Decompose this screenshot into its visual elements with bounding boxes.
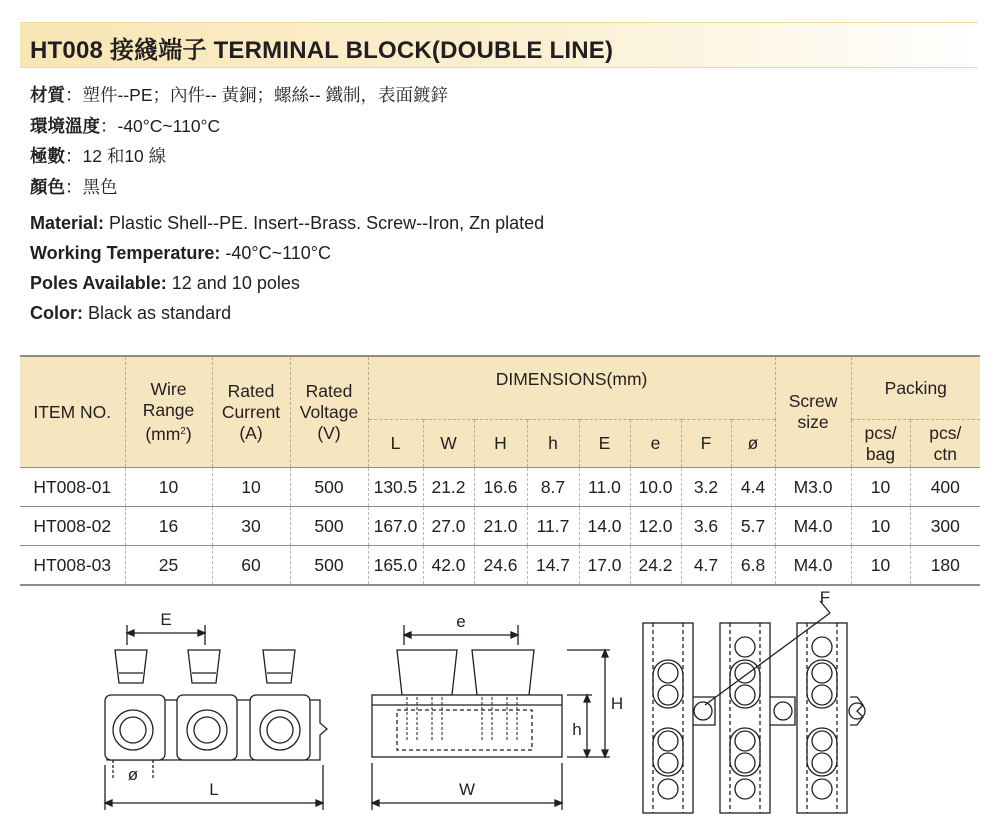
spec-value: 塑件--PE；內件-- 黃銅；螺絲-- 鐵制，表面鍍鋅 [82, 85, 449, 105]
spec-value: -40°C~110°C [225, 243, 332, 263]
table-cell: 25 [125, 546, 212, 586]
header-dim-E: E [579, 420, 630, 468]
header-rated-current [212, 356, 290, 468]
pole-column-2 [720, 623, 770, 813]
label-h: h [572, 720, 582, 739]
header-text: ctn [933, 443, 957, 464]
spec-sep: ： [65, 146, 83, 166]
spec-label: 環境溫度 [30, 115, 100, 136]
table-cell: 10 [851, 468, 910, 507]
table-cell: 10.0 [630, 468, 681, 507]
spec-zh-line [30, 80, 448, 111]
table-cell: 12.0 [630, 507, 681, 546]
spec-chinese [30, 80, 448, 202]
spec-label: Material: [30, 213, 105, 233]
table-cell: 8.7 [527, 468, 579, 507]
table-cell: 6.8 [731, 546, 775, 586]
table-cell: M3.0 [775, 468, 851, 507]
spec-value: Plastic Shell--PE. Insert--Brass. Screw--Iron, Zn plated [109, 213, 545, 233]
table-cell: 4.7 [681, 546, 731, 586]
spec-zh-line [30, 141, 448, 172]
spec-value: Black as standard [88, 303, 232, 323]
table-cell: 16.6 [474, 468, 527, 507]
table-cell: 130.5 [368, 468, 423, 507]
header-dim-F: F [681, 420, 731, 468]
table-cell: 24.6 [474, 546, 527, 586]
screw-head-pair [397, 650, 457, 695]
header-text: Rated [305, 380, 353, 401]
header-text: pcs/ [929, 422, 962, 443]
table-cell: 500 [290, 507, 368, 546]
table-cell: 24.2 [630, 546, 681, 586]
header-text: Current [221, 401, 281, 422]
label-e: e [456, 612, 466, 631]
spec-en-line [30, 268, 544, 298]
spec-en-line [30, 238, 544, 268]
item-no-cell: HT008-02 [20, 507, 125, 546]
table-cell: 14.7 [527, 546, 579, 586]
table-cell: 21.0 [474, 507, 527, 546]
spec-zh-line [30, 172, 448, 203]
pole-column-3 [797, 623, 847, 813]
table-cell: 4.4 [731, 468, 775, 507]
table-cell: 11.0 [579, 468, 630, 507]
table-cell: 5.7 [731, 507, 775, 546]
spec-value: 黑色 [82, 176, 118, 197]
table-cell: 11.7 [527, 507, 579, 546]
header-dim-H: H [474, 420, 527, 468]
header-dim-phi: ø [731, 420, 775, 468]
table-body [20, 468, 980, 586]
label-E: E [160, 610, 172, 629]
spec-label: Working Temperature: [30, 243, 221, 263]
spec-label: Color: [30, 303, 83, 323]
label-W: W [458, 780, 476, 799]
table-row [20, 468, 980, 507]
label-phi: ø [127, 765, 139, 784]
header-dim-L: L [368, 420, 423, 468]
spec-en-line [30, 208, 544, 238]
label-H: H [610, 694, 624, 713]
header-item-no: ITEM NO. [20, 356, 125, 468]
table-cell: 180 [910, 546, 980, 586]
header-text: bag [865, 443, 896, 464]
table-cell: 16 [125, 507, 212, 546]
table-cell: 10 [851, 507, 910, 546]
header-dimensions: DIMENSIONS(mm) [368, 356, 775, 420]
table-cell: 60 [212, 546, 290, 586]
header-text: Screw [788, 391, 838, 411]
table-cell: M4.0 [775, 546, 851, 586]
header-text: pcs/ [864, 422, 897, 443]
table-cell: 17.0 [579, 546, 630, 586]
spec-value: 12 and 10 poles [171, 273, 300, 293]
spec-label: 極數 [30, 146, 65, 166]
table-row [20, 546, 980, 586]
table-cell: 14.0 [579, 507, 630, 546]
table-row [20, 507, 980, 546]
header-dim-e: e [630, 420, 681, 468]
label-F: F [819, 588, 831, 607]
page-title: HT008 接綫端子 TERMINAL BLOCK(DOUBLE LINE) [30, 37, 614, 64]
header-screw-size [775, 356, 851, 468]
header-wire-range [125, 356, 212, 468]
table-cell: 167.0 [368, 507, 423, 546]
table-cell: 42.0 [423, 546, 474, 586]
header-dim-W: W [423, 420, 474, 468]
pole-column-1 [643, 623, 693, 813]
spec-sep: ： [100, 115, 118, 136]
table-cell: 300 [910, 507, 980, 546]
spec-value: 12 和10 線 [82, 146, 167, 166]
header-text: Voltage [299, 401, 359, 422]
spec-label: 材質 [30, 85, 65, 105]
header-text: ) [185, 424, 192, 444]
spec-label: 顏色 [30, 176, 65, 197]
screw-head-2 [188, 650, 220, 683]
table-cell: 30 [212, 507, 290, 546]
table-cell: 27.0 [423, 507, 474, 546]
screw-head-1 [115, 650, 147, 683]
header-text: Range [142, 400, 195, 420]
spec-table [20, 355, 980, 586]
table-cell: 500 [290, 546, 368, 586]
table-cell: 10 [125, 468, 212, 507]
header-text: (mm [145, 424, 181, 444]
table-cell: M4.0 [775, 507, 851, 546]
table-cell: 3.2 [681, 468, 731, 507]
item-no-cell: HT008-01 [20, 468, 125, 507]
header-text: Wire [150, 379, 187, 399]
header-pcs-bag [851, 420, 910, 468]
table-cell: 3.6 [681, 507, 731, 546]
top-view-diagram [635, 585, 870, 820]
spec-sep: ： [65, 85, 83, 105]
title-bar [20, 22, 978, 68]
spec-sep: ： [65, 176, 83, 197]
screw-head-3 [263, 650, 295, 683]
screw-head-pair [472, 650, 534, 695]
header-dim-h: h [527, 420, 579, 468]
header-text: size [797, 412, 829, 432]
header-text: (V) [317, 422, 341, 443]
table-cell: 500 [290, 468, 368, 507]
header-text: (A) [239, 422, 263, 443]
side-body [372, 695, 562, 757]
side-view-diagram [362, 605, 632, 820]
table-cell: 400 [910, 468, 980, 507]
table-cell: 10 [212, 468, 290, 507]
table-cell: 165.0 [368, 546, 423, 586]
item-no-cell: HT008-03 [20, 546, 125, 586]
label-L: L [209, 780, 219, 799]
table-cell: 21.2 [423, 468, 474, 507]
header-packing: Packing [851, 356, 980, 420]
spec-en-line [30, 298, 544, 328]
spec-english [30, 208, 544, 328]
front-view-diagram [95, 605, 345, 820]
spec-value: -40°C~110°C [117, 115, 221, 136]
header-text: Rated [227, 380, 275, 401]
spec-label: Poles Available: [30, 273, 167, 293]
table-cell: 10 [851, 546, 910, 586]
spec-zh-line [30, 111, 448, 142]
header-rated-voltage [290, 356, 368, 468]
header-sup: 2 [180, 426, 186, 437]
header-pcs-ctn [910, 420, 980, 468]
